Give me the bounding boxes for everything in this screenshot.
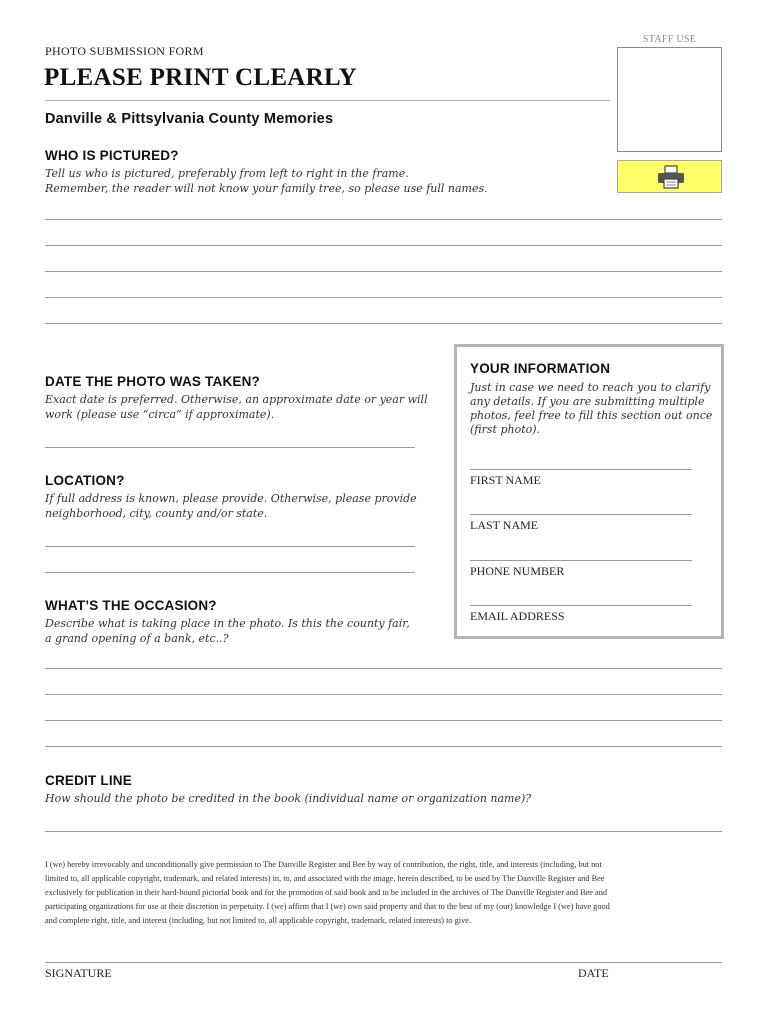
occasion-line-3[interactable] bbox=[45, 720, 722, 721]
email-address-field[interactable] bbox=[470, 605, 692, 606]
signature-field[interactable] bbox=[45, 962, 722, 963]
who-description-1: Tell us who is pictured, preferably from left to right in the frame. bbox=[45, 167, 409, 180]
first-name-label: FIRST NAME bbox=[470, 473, 541, 487]
location-line-2[interactable] bbox=[45, 572, 415, 573]
printer-icon bbox=[656, 165, 686, 189]
location-heading: LOCATION? bbox=[45, 473, 125, 488]
print-button[interactable] bbox=[617, 160, 722, 193]
signature-label: SIGNATURE bbox=[45, 966, 112, 980]
date-description-2: work (please use “circa” if approximate). bbox=[45, 408, 275, 421]
who-description-2: Remember, the reader will not know your family tree, so please use full names. bbox=[45, 182, 488, 195]
legal-line-3: exclusively for publication in their hard-bound pictorial book and for the promotion of said book and to be included in the archives of The Danville Register and Bee and bbox=[45, 888, 608, 897]
legal-line-2: limited to, all applicable copyright, trademark, and related interests) in, to, and associated with the image, herein described, to be used by The Danville Register and Bee bbox=[45, 874, 605, 883]
page-subtitle: Danville & Pittsylvania County Memories bbox=[45, 111, 334, 127]
credit-line[interactable] bbox=[45, 831, 722, 832]
who-heading: WHO IS PICTURED? bbox=[45, 148, 179, 163]
who-line-3[interactable] bbox=[45, 271, 722, 272]
credit-heading: CREDIT LINE bbox=[45, 773, 132, 788]
date-description-1: Exact date is preferred. Otherwise, an approximate date or year will bbox=[45, 393, 428, 406]
info-description-4: (first photo). bbox=[470, 423, 541, 436]
who-line-4[interactable] bbox=[45, 297, 722, 298]
date-label: DATE bbox=[578, 966, 609, 980]
last-name-label: LAST NAME bbox=[470, 518, 539, 532]
email-address-label: EMAIL ADDRESS bbox=[470, 609, 565, 623]
credit-description: How should the photo be credited in the book (individual name or organization name)? bbox=[45, 792, 532, 805]
first-name-field[interactable] bbox=[470, 469, 692, 470]
location-description-1: If full address is known, please provide. Otherwise, please provide bbox=[45, 492, 417, 505]
staff-use-box bbox=[617, 47, 722, 152]
info-description-2: any details. If you are submitting multiple bbox=[470, 395, 705, 408]
info-heading: YOUR INFORMATION bbox=[470, 361, 611, 376]
last-name-field[interactable] bbox=[470, 514, 692, 515]
occasion-line-2[interactable] bbox=[45, 694, 722, 695]
page-title: PLEASE PRINT CLEARLY bbox=[44, 64, 358, 91]
legal-line-5: and complete right, title, and interest (including, but not limited to, all applicable copyright, trademark, related interests) to give. bbox=[45, 916, 472, 925]
legal-text bbox=[45, 858, 735, 928]
occasion-heading: WHAT’S THE OCCASION? bbox=[45, 598, 217, 613]
info-description-1: Just in case we need to reach you to clarify bbox=[470, 381, 711, 394]
title-divider bbox=[45, 100, 610, 101]
legal-line-4: participating organizations for use at their discretion in perpetuity. I (we) affirm that I (we) own said property and that to the best of my (our) knowledge I (we) have good bbox=[45, 902, 610, 911]
location-description-2: neighborhood, city, county and/or state. bbox=[45, 507, 268, 520]
who-line-1[interactable] bbox=[45, 219, 722, 220]
form-label: PHOTO SUBMISSION FORM bbox=[45, 44, 204, 58]
date-heading: DATE THE PHOTO WAS TAKEN? bbox=[45, 374, 261, 389]
occasion-line-1[interactable] bbox=[45, 668, 722, 669]
info-description-3: photos, feel free to fill this section out once bbox=[470, 409, 713, 422]
staff-use-label: STAFF USE bbox=[642, 34, 697, 45]
phone-number-label: PHONE NUMBER bbox=[470, 564, 565, 578]
occasion-line-4[interactable] bbox=[45, 746, 722, 747]
occasion-description-2: a grand opening of a bank, etc..? bbox=[45, 632, 229, 645]
who-line-2[interactable] bbox=[45, 245, 722, 246]
phone-number-field[interactable] bbox=[470, 560, 692, 561]
who-line-5[interactable] bbox=[45, 323, 722, 324]
date-line[interactable] bbox=[45, 447, 415, 448]
legal-line-1: I (we) hereby irrevocably and unconditionally give permission to The Danville Register and Bee by way of contribution, the right, title, and interests (including, but not bbox=[45, 860, 602, 869]
location-line-1[interactable] bbox=[45, 546, 415, 547]
occasion-description-1: Describe what is taking place in the photo. Is this the county fair, bbox=[45, 617, 410, 630]
